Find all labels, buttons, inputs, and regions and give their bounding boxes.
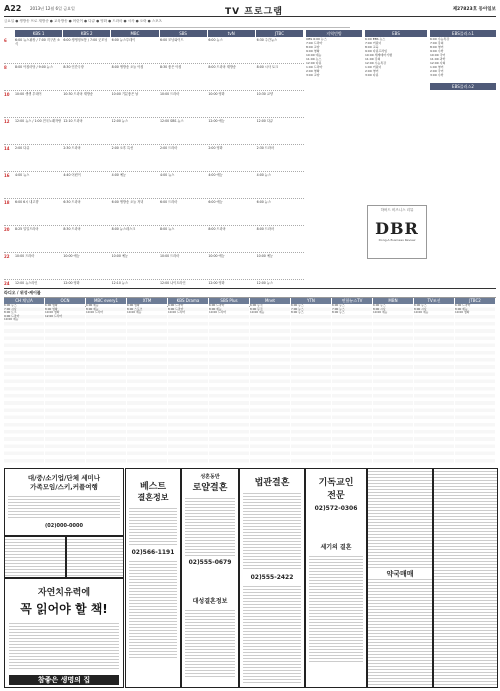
program-line: 8:00 뮤직 [250, 306, 263, 311]
channel-header-row [4, 30, 304, 37]
schedule-row [4, 226, 304, 253]
ebs-plus-column [430, 30, 496, 283]
cable-channel-name: Mnet [250, 298, 290, 304]
legend-bar: 금요일 ● 생방송 프로 재방송 ● 교육방송 ● 어린이 ● 다큐 ● 영화 ● 드라마 ● 시사 ● 오락 ● 스포츠 [4, 19, 350, 28]
small-ad [66, 536, 124, 578]
program-line: 10:00 국어 [430, 53, 446, 57]
program-line: 8:00 스포츠 [127, 306, 143, 311]
program-line: 1:00 영어 [430, 65, 444, 69]
channel-header: MBC [111, 30, 158, 37]
page-number: A22 [4, 4, 22, 13]
christian-ad-title: 기독교인 [318, 478, 354, 488]
royal-ad-title: 로얄결혼 [192, 483, 228, 493]
book-ad-title: 자연치유력에 [37, 588, 91, 598]
program-line: 2:00 영어 [365, 69, 379, 73]
program-line: 12:00 다큐 [306, 61, 322, 65]
dbr-tagline: 하버드 비즈니스 리뷰 [380, 208, 414, 212]
channel-header: KBS 2 [63, 30, 110, 37]
ebs-plus1-title: EBS플러스1 [430, 30, 496, 37]
program-line: 10:00 예능 [414, 310, 429, 315]
program-cell: 6:00 모닝와이드 [159, 38, 184, 42]
program-cell: 12:00 뉴스라인 [15, 281, 38, 285]
program-cell: 2:00 다큐 [15, 146, 30, 150]
program-line: 8:00 예능 [86, 306, 99, 311]
radio-section-title: 라디오 / 위성·케이블 [4, 288, 496, 298]
program-line: 8:00 교육 [365, 45, 379, 49]
program-line: 8:00 교양 [306, 45, 320, 49]
program-cell: 2:00 드라마 [159, 146, 178, 150]
time-slot: 18 [4, 200, 10, 205]
program-cell: 8:00 드라마 재방송 [208, 65, 236, 69]
program-line: 6:00 영화 [127, 304, 140, 307]
program-line: 11:00 강의 [365, 57, 381, 61]
schedule-row [4, 172, 304, 199]
program-cell: 8:25 일일드라마 [15, 227, 39, 231]
cable-channel-list [168, 304, 208, 466]
book-ad-headline: 꼭 읽어야 할 책! [20, 602, 108, 616]
program-cell: 12:00 영화 [63, 281, 80, 285]
seminar-ad-sub: 가족모임/스키,커플여행 [30, 483, 98, 491]
schedule-row [4, 199, 304, 226]
judge-marriage-ad [239, 468, 305, 688]
program-cell: 6:00 예능 [208, 200, 223, 204]
program-line: 6:00 예능 [86, 304, 99, 307]
program-line: 12:00 사회 [430, 61, 446, 65]
program-cell: 12:00 뉴스 [111, 119, 129, 123]
cable-channel-name: KBS Drama [168, 298, 208, 304]
dbr-subtitle: Dong-A Business Review [378, 238, 416, 242]
program-line: 10:00 드라마 [209, 310, 227, 315]
program-cell: 12:10 드라마 [63, 119, 83, 123]
program-line: 10:00 세계테마기행 [365, 53, 392, 57]
program-line: 3:00 수학 [430, 73, 444, 77]
program-cell: 12:00 예능 [208, 119, 225, 123]
time-slot: 10 [4, 92, 10, 97]
program-cell: 4:40 어린이 [63, 173, 81, 177]
program-cell: 12:00 다큐 [256, 119, 273, 123]
time-slot: 8 [4, 65, 7, 70]
best-ad-sub: 결혼정보 [137, 493, 169, 502]
program-line: 8:00 예능 [455, 306, 468, 311]
program-line: 8:00 영화 [45, 306, 58, 311]
program-cell: 6:00 뉴스광장 / 7:00 지구촌 소식 [15, 38, 61, 46]
cable-channel-list [250, 304, 290, 466]
program-cell: 8:30 드라마 [63, 227, 81, 231]
program-line: 11:00 뉴스 [306, 57, 322, 61]
classified-ads [4, 468, 496, 687]
program-cell: 4:00 뉴스 [15, 173, 30, 177]
royal-marriage-ad [181, 468, 239, 688]
program-cell: 6:00 뉴스 [208, 38, 223, 42]
program-cell: 4:00 예능 [111, 173, 126, 177]
daesung-ad-title: 대성결혼정보 [192, 598, 228, 605]
channel-header: KBS 1 [15, 30, 62, 37]
program-cell: 2:30 드라마 [256, 146, 275, 150]
seminar-ad [4, 468, 124, 536]
ebs-plus2-title: EBS플러스2 [430, 83, 496, 90]
program-cell: 12:10 뉴스 [111, 281, 129, 285]
program-line: 9:00 수학 [430, 49, 444, 53]
program-cell: 2:30 드라마 [63, 146, 81, 150]
time-slot: 20 [4, 227, 10, 232]
program-line: 8:00 시사 [414, 306, 427, 311]
program-line: 7:00 뉴스 [332, 306, 345, 311]
cable-channel-list [45, 304, 85, 466]
time-slot: 14 [4, 146, 10, 151]
cable-channel-column [373, 298, 413, 466]
program-line: 12:00 드라마 [45, 313, 63, 318]
program-cell: 8:00 뉴스 [159, 227, 175, 231]
cable-channel-list [127, 304, 167, 466]
cable-channel-name: 연합뉴스TV [332, 298, 372, 304]
program-line: 7:00 강의 [430, 41, 444, 45]
program-line: 6:00 드라마 [168, 304, 184, 307]
program-line: 6:00 뉴스 [373, 304, 386, 307]
program-cell: 8:30 좋은 아침 [159, 65, 182, 69]
time-slot: 16 [4, 173, 10, 178]
schedule-row [4, 91, 304, 118]
program-line: 6:00 EBS 뉴스 [365, 37, 386, 41]
cable-channel-name: MBN [373, 298, 413, 304]
program-cell: 6:30 드라마 [63, 200, 81, 204]
cable-channel-column [45, 298, 85, 466]
cable-channel-name: SBS Plus [209, 298, 249, 304]
christian-ad-phone: 02)572-0306 [314, 505, 358, 512]
issue-date: 2013년 12월 6일 금요일 [30, 6, 75, 11]
schedule-row [4, 118, 304, 145]
program-cell: 6:00 뉴스투데이 [111, 38, 136, 42]
cable-channel-column [291, 298, 331, 466]
cable-channel-column [209, 298, 249, 466]
royal-ad-phone: 02)555-0679 [188, 559, 232, 566]
cable-channel-column [4, 298, 44, 466]
program-cell: 6:00 드라마 [159, 200, 178, 204]
program-cell: 6:00 생생정보통 / 7:00 굿모닝 [63, 38, 108, 42]
program-cell: 10:30 드라마 재방송 [63, 92, 94, 96]
local-broadcast-list [306, 37, 362, 77]
program-cell: 10:30 교양 [256, 92, 273, 96]
program-line: 1:00 어린이 [365, 65, 382, 69]
program-cell: 10:00 생생 투데이 [15, 92, 42, 96]
program-line: 6:00 수능특강 [430, 37, 450, 41]
program-line: 9:00 드라마 [4, 313, 20, 318]
program-line: 8:00 예능 [209, 306, 222, 311]
cable-schedule-grid [4, 298, 496, 466]
page-header [4, 4, 496, 17]
program-line: 9:00 다큐프라임 [365, 49, 388, 53]
program-line: 7:00 드라마 [306, 41, 323, 45]
book-ad-publisher: 참좋은 생명의 집 [9, 675, 119, 685]
cable-channel-list [86, 304, 126, 466]
dbr-logo: DBR [375, 219, 419, 238]
judge-ad-title: 법관결혼 [254, 478, 290, 488]
classified-list [367, 468, 433, 688]
program-cell: 4:00 뉴스 [159, 173, 175, 177]
program-line: 10:00 예능 [127, 310, 142, 315]
program-line: 6:00 뉴스 [414, 304, 427, 307]
program-cell: 10:00 드라마 [15, 254, 35, 258]
program-cell: 8:00 생방송 오늘 아침 [111, 65, 144, 69]
tv-schedule-grid [4, 30, 304, 286]
program-cell: 12:00 뉴스 / 1:00 전국노래자랑 [15, 119, 62, 123]
cable-channel-column [86, 298, 126, 466]
program-cell: 12:00 나이트라인 [159, 281, 186, 285]
program-line: 10:00 영화 [45, 310, 60, 315]
cable-channel-name: CH 채널A [4, 298, 44, 304]
program-line: 8:00 토크 [4, 310, 17, 315]
schedule-row [4, 37, 304, 64]
program-cell: 6:00 생방송 오늘 저녁 [111, 200, 144, 204]
page-title: TV 프로그램 [224, 7, 283, 17]
cable-channel-column [414, 298, 454, 466]
best-ad-phone: 02)566-1191 [131, 549, 175, 556]
program-line: 6:00 영화 [45, 304, 58, 307]
cable-channel-list [455, 304, 495, 466]
program-line: 1:00 드라마 [306, 65, 323, 69]
program-line: 10:00 예능 [4, 317, 19, 322]
program-cell: 10:00 드라마 [159, 254, 180, 258]
program-cell: 8:00 시사 토크 [256, 65, 279, 69]
channel-header: JTBC [256, 30, 303, 37]
program-cell: 2:00 오후 특선 [111, 146, 134, 150]
book-ad [4, 578, 124, 688]
program-line: 9:00 영화 [306, 49, 320, 53]
program-cell: 12:00 SBS 뉴스 [159, 119, 184, 123]
program-cell: 8:00 드라마 [208, 227, 226, 231]
program-cell: 8:00 드라마 [256, 227, 275, 231]
time-slot: 6 [4, 38, 7, 43]
cable-channel-column [250, 298, 290, 466]
program-line: 10:00 예능 [373, 310, 388, 315]
program-cell: 10:00 드라마 [159, 92, 180, 96]
program-cell: 10:00 예능 [63, 254, 80, 258]
ebs-plus1-list [430, 37, 496, 77]
program-cell: 2:00 영화 [208, 146, 223, 150]
program-line: 8:00 시사 [373, 306, 386, 311]
cable-channel-name: MBC every1 [86, 298, 126, 304]
ebs-list [365, 37, 427, 77]
program-cell: 10:00 예능 [208, 254, 225, 258]
program-cell: 12:00 영화 [208, 281, 225, 285]
program-cell: 10:00 기분좋은 날 [111, 92, 139, 96]
classified-list [433, 468, 498, 688]
program-line: 10:00 영화 [455, 310, 470, 315]
small-ad [4, 536, 66, 578]
program-cell: 6:00 6시 내고향 [15, 200, 39, 204]
seminar-ad-phone: (02)000-0000 [45, 523, 83, 529]
christian-ad-sub: 전문 [327, 491, 345, 501]
program-cell: 4:00 뉴스 [256, 173, 271, 177]
program-line: 6:00 뉴스 [291, 304, 304, 307]
program-line: 10:00 드라마 [86, 310, 104, 315]
program-line: 2:00 영화 [306, 69, 320, 73]
judge-ad-phone: 02)555-2422 [250, 574, 294, 581]
cable-channel-name: JTBC2 [455, 298, 495, 304]
cable-channel-name: OCN [45, 298, 85, 304]
royal-ad-sub: 성혼동반 [200, 474, 220, 480]
cable-channel-column [332, 298, 372, 466]
program-cell: 6:00 뉴스 [256, 200, 271, 204]
ebs-title: EBS [365, 30, 427, 37]
cable-channel-column [127, 298, 167, 466]
cable-channel-column [455, 298, 495, 466]
cable-channel-list [332, 304, 372, 466]
program-line: 8:00 뉴스 [332, 310, 345, 315]
program-cell: 6:30 주간뉴스 [256, 38, 278, 42]
program-line: 8:00 영어 [430, 45, 444, 49]
masthead-right: 제27823호 동아일보 [452, 7, 496, 12]
pharmacy-ad-title: 약국매매 [368, 569, 432, 579]
cable-channel-list [209, 304, 249, 466]
program-line: 8:00 드라마 [168, 306, 184, 311]
program-cell: 10:00 영화 [208, 92, 225, 96]
dbr-ad [367, 205, 427, 259]
best-marriage-ad [125, 468, 181, 688]
program-line: 6:00 뉴스 [4, 304, 17, 307]
program-cell: 12:00 뉴스 [256, 281, 273, 285]
program-line: 7:00 어린이 [365, 41, 382, 45]
program-line: 11:00 과학 [430, 57, 446, 61]
local-broadcast-column [306, 30, 362, 283]
local-broadcast-title: 지역민방 [306, 30, 362, 37]
program-line: 10:00 예능 [306, 53, 322, 57]
program-cell: 10:00 예능 [111, 254, 129, 258]
cable-channel-list [373, 304, 413, 466]
program-line: 12:00 수능특강 [365, 61, 387, 65]
cable-channel-list [291, 304, 331, 466]
program-line: 7:00 뉴스 [291, 306, 304, 311]
channel-header: SBS [160, 30, 207, 37]
program-cell: 4:00 예능 [208, 173, 223, 177]
best-ad-title: 베스트 [139, 482, 167, 492]
program-line: 10:00 예능 [250, 310, 265, 315]
program-cell: 8:30 인간극장 [63, 65, 84, 69]
program-line: 7:00 시사 [4, 306, 17, 311]
cable-channel-name: YTN [291, 298, 331, 304]
seminar-ad-title: 대/중/소기업/단체 세미나 [27, 474, 101, 482]
program-cell: 8:00 뉴스데스크 [111, 227, 136, 231]
time-slot: 12 [4, 119, 10, 124]
schedule-rows [4, 37, 304, 307]
program-cell: 8:00 아침마당 / 9:00 뉴스 [15, 65, 53, 69]
program-line: 2:00 국어 [430, 69, 444, 73]
cable-channel-column [168, 298, 208, 466]
program-cell: 10:00 예능 [256, 254, 273, 258]
christian-marriage-ad [305, 468, 367, 688]
program-line: 6:00 뮤직 [250, 304, 263, 307]
channel-header: tvN [208, 30, 255, 37]
program-line: 10:00 드라마 [168, 310, 186, 315]
cable-channel-name: TV조선 [414, 298, 454, 304]
program-line: 6:00 뉴스 [332, 304, 345, 307]
program-line: OBS 6:00 뉴스 [306, 37, 327, 41]
program-line: 6:00 드라마 [455, 304, 471, 307]
cable-channel-name: XTM [127, 298, 167, 304]
cable-channel-list [4, 304, 44, 466]
time-slot: 22 [4, 254, 10, 259]
schedule-row [4, 64, 304, 91]
program-line: 3:00 다큐 [365, 73, 379, 77]
program-line: 6:00 드라마 [209, 304, 225, 307]
time-col-header [4, 30, 14, 37]
century-ad-title: 세기의 결혼 [320, 544, 352, 551]
cable-channel-list [414, 304, 454, 466]
schedule-row [4, 253, 304, 280]
program-line: 8:00 뉴스 [291, 310, 304, 315]
program-line: 3:00 교양 [306, 73, 320, 77]
schedule-row [4, 145, 304, 172]
time-slot: 24 [4, 281, 10, 286]
